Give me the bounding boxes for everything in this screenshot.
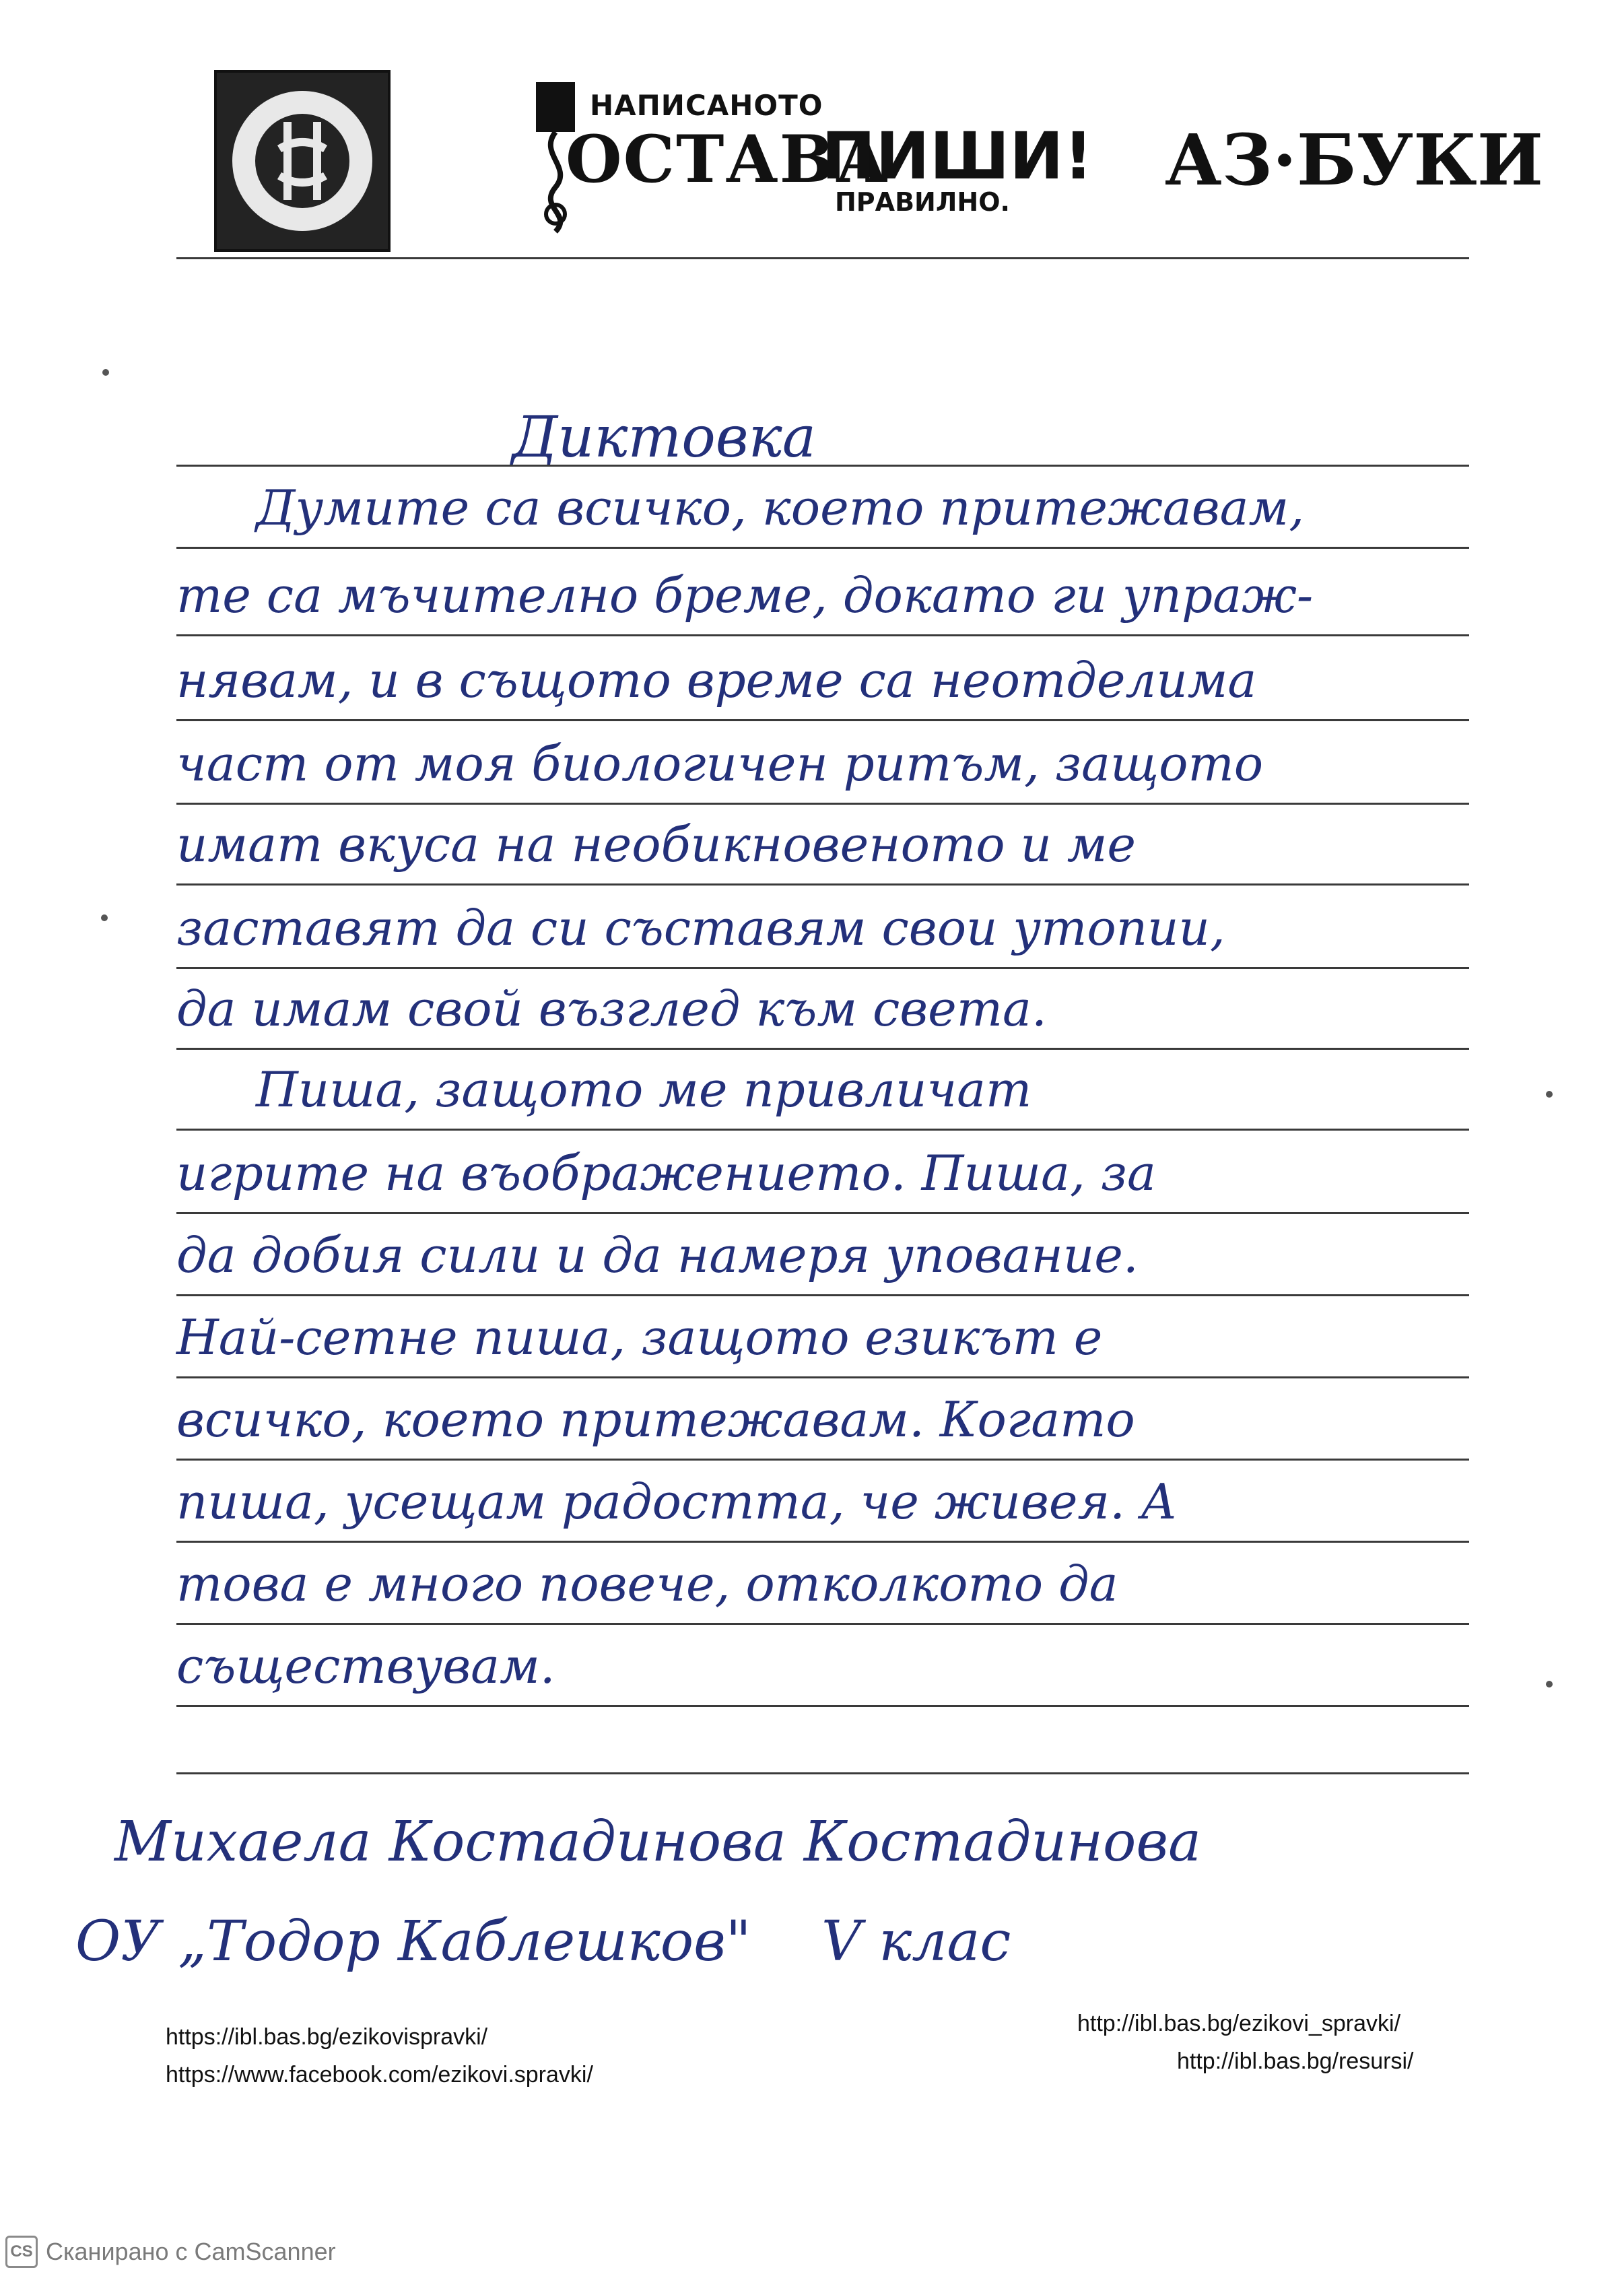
brand-line-ostava: ОСТАВА (566, 121, 889, 197)
camscanner-icon: CS (5, 2236, 38, 2268)
dictation-line: заставят да си съставям свои утопии, (176, 900, 1225, 956)
ruled-line (176, 465, 1469, 467)
ruled-line (176, 803, 1469, 805)
ruled-line (176, 1541, 1469, 1543)
author-grade: V клас (821, 1910, 1011, 1974)
brand-line-napisanoto: НАПИСАНОТО (590, 89, 823, 122)
dictation-line: съществувам. (176, 1638, 555, 1694)
ruled-line (176, 1048, 1469, 1050)
pishi-pravilno-logo (821, 119, 1093, 217)
dictation-line: нявам, и в същото време са неотделима (176, 652, 1257, 708)
institute-emblem-icon (223, 81, 382, 240)
dictation-line: част от моя биологичен ритъм, защото (176, 735, 1264, 792)
ruled-line (176, 1212, 1469, 1214)
dictation-line: имат вкуса на необикновеното и ме (176, 816, 1137, 873)
camscanner-text: Сканирано с CamScanner (46, 2238, 336, 2265)
paper-dot (101, 914, 108, 921)
header-rule (176, 257, 1469, 259)
dictation-line: Думите са всичко, което притежавам, (256, 479, 1305, 536)
ruled-line (176, 1459, 1469, 1461)
ruled-line (176, 719, 1469, 721)
dictation-title: Диктовка (512, 404, 816, 470)
brand-pishi: ПИШИ! (821, 119, 1093, 194)
azbuki-logo: АЗ·БУКИ (1165, 119, 1544, 201)
ruled-line (176, 634, 1469, 636)
dictation-line: Пиша, защото ме привличат (256, 1061, 1032, 1118)
paper-dot (102, 369, 109, 376)
ruled-line (176, 1705, 1469, 1707)
dictation-line: игрите на въображението. Пиша, за (176, 1145, 1156, 1201)
author-school: ОУ „Тодор Каблешков" (75, 1910, 751, 1974)
paper-dot (1546, 1681, 1553, 1688)
ruled-line (176, 967, 1469, 969)
link-ezikovi-spravki-alt[interactable]: http://ibl.bas.bg/ezikovi_spravki/ (1077, 2011, 1401, 2036)
link-facebook[interactable]: https://www.facebook.com/ezikovi.spravki/ (166, 2062, 593, 2087)
dictation-line: пиша, усещам радостта, че живея. А (176, 1473, 1178, 1530)
ruled-line (176, 883, 1469, 886)
dictation-line: Най-сетне пиша, защото езикът е (176, 1309, 1103, 1366)
dictation-line: да имам свой възглед към света. (176, 980, 1047, 1037)
dictation-line: всичко, което притежавам. Когато (176, 1391, 1135, 1448)
ruled-line (176, 547, 1469, 549)
ruled-line (176, 1623, 1469, 1625)
ruled-line (176, 1376, 1469, 1378)
dictation-line: те са мъчително бреме, докато ги упраж- (176, 567, 1314, 624)
link-resursi[interactable]: http://ibl.bas.bg/resursi/ (1177, 2048, 1414, 2074)
ruled-line (176, 1129, 1469, 1131)
ruled-line (176, 1772, 1469, 1774)
dictation-line: това е много повече, отколкото да (176, 1556, 1118, 1612)
ruled-line (176, 1294, 1469, 1296)
camscanner-watermark (5, 2236, 336, 2268)
paper-dot (1546, 1091, 1553, 1098)
dictation-line: да добия сили и да намеря упование. (176, 1227, 1139, 1283)
institute-logo (214, 70, 391, 252)
brand-pravilno: ПРАВИЛНО. (835, 187, 1010, 217)
link-ezikovi-spravki[interactable]: https://ibl.bas.bg/ezikovispravki/ (166, 2024, 488, 2050)
author-name: Михаела Костадинова Костадинова (114, 1810, 1202, 1874)
